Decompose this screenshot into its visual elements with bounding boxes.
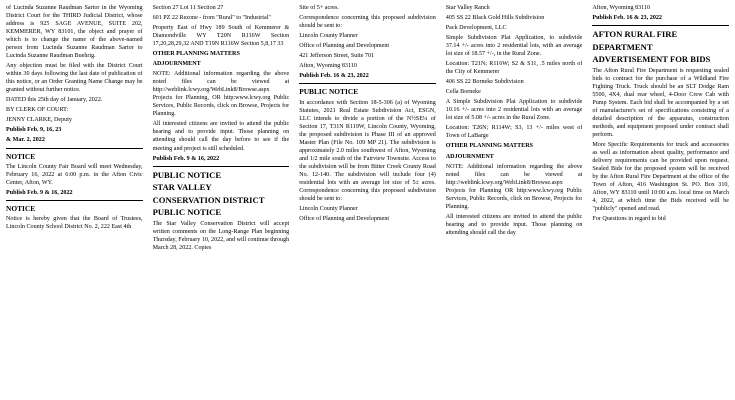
notice-paragraph: 406 SS 22 Borneke Subdivision bbox=[445, 79, 524, 86]
column-2 bbox=[153, 4, 290, 400]
notice-paragraph: For Questions in regard to bid bbox=[592, 216, 666, 223]
notice-paragraph: All interested citizens are invited to attend the public hearing and to provide input. Those planning on attending should call the day bbox=[445, 213, 583, 236]
notice-subheading: ADJOURNMENT bbox=[445, 153, 494, 160]
notice-heading-large: CONSERVATION DISTRICT bbox=[152, 194, 265, 205]
notice-paragraph: Property East of Hwy 189 South of Kemmerer & Diamondville WY T20N R116W Section 17,20,28,29,32 AND T19N R116W Section 5,8,17 33 bbox=[152, 25, 290, 48]
notice-paragraph: 601 PZ 22 Rezone - from "Rural" to "Industrial" bbox=[152, 15, 271, 22]
notice-subheading: ADJOURNMENT bbox=[152, 61, 201, 68]
notice-paragraph: Location: T26N; R114W; S3, 13 +/- miles west of Town of LaBarge bbox=[445, 125, 583, 140]
notice-paragraph: More Specific Requirements for truck and accessories as well as information about quality, performance and delivery requirements can be provided upon request. Sealed Bids for the proposed system will be received by the Afton Rural Fire Department at the office of the Town of Afton, 416 Washington St. PO. Box 310, Afton, WY 83110 until 10:00 a.m. local time on March 4, 2022, at which time the Bids received will be "publicly" opened and read. bbox=[592, 141, 729, 213]
notice-paragraph: Pack Development, LLC bbox=[445, 25, 507, 32]
notice-paragraph: 405 SS 22 Black Gold Hills Subdivision bbox=[445, 15, 545, 22]
notice-paragraph: NOTE: Additional information regarding the above noted files can be viewed at http://weblink.lcwy.org/WebLink8/Browse.aspx Projects for Planning, OR http:www.lcwy.org Public Services, Public Records, click on Browse, Projects for Planning. bbox=[152, 71, 290, 118]
notice-heading: PUBLIC NOTICE bbox=[299, 87, 359, 97]
notice-heading-large: AFTON RURAL FIRE bbox=[592, 29, 678, 40]
notice-heading: NOTICE bbox=[6, 203, 36, 213]
notice-heading-large: DEPARTMENT bbox=[592, 41, 653, 52]
column-1 bbox=[6, 4, 143, 400]
notice-paragraph: Site of 5+ acres. bbox=[299, 5, 339, 11]
notice-paragraph: Location: T21N; R116W; S2 & S11, .5 miles north of the City of Kemmerer bbox=[445, 61, 583, 76]
notice-paragraph: Notice is hereby given that the Board of Trustees, Lincoln County School District No. 2, 222 East 4th bbox=[6, 216, 143, 231]
publish-date: Publish Feb. 9, 16, 23 bbox=[6, 127, 62, 134]
publish-date: Publish Feb. 16 & 23, 2022 bbox=[299, 73, 369, 80]
notice-heading: NOTICE bbox=[6, 151, 36, 161]
notice-paragraph: All interested citizens are invited to attend the public hearing and to provide input. Those planning on attending should call the day before to see if the meeting and project is still scheduled. bbox=[152, 121, 290, 152]
notice-paragraph: Lincoln County Planner bbox=[299, 33, 358, 40]
notice-paragraph: JENNY CLARKE, Deputy bbox=[6, 117, 72, 124]
publish-date: Publish Feb. 16 & 23, 2022 bbox=[592, 15, 662, 22]
notice-paragraph: Star Valley Ranch bbox=[445, 5, 490, 11]
notice-heading-large: PUBLIC NOTICE bbox=[152, 207, 222, 218]
notice-paragraph: Afton, Wyoming 83110 bbox=[592, 5, 651, 11]
notice-paragraph: Afton, Wyoming 83110 bbox=[299, 63, 357, 70]
notice-paragraph: Simple Subdivision Plat Application, to subdivide 37.14 +/- acres into 2 residential lots, with an average lot size of 18.57 +/-, in the Rural Zone. bbox=[445, 35, 583, 58]
notice-heading-large: PUBLIC NOTICE bbox=[152, 169, 222, 180]
notice-paragraph: Any objection must be filed with the District Court within 30 days following the last date of publication of this notice, or an Order Granting Name Change may be granted without further notice. bbox=[6, 63, 143, 94]
notice-heading-large: ADVERTISEMENT FOR BIDS bbox=[592, 54, 711, 65]
notice-paragraph: Office of Planning and Development bbox=[299, 215, 390, 222]
notice-paragraph: BY CLERK OF COURT: bbox=[6, 107, 69, 114]
notice-paragraph: Cella Borneke bbox=[445, 89, 481, 96]
section-divider bbox=[153, 166, 290, 167]
notice-paragraph: In accordance with Section 18-5-306 (a) of Wyoming Statutes, 2021 Real Estate Subdivision Act, ESGN, LLC intends to divide a portion of the N½SE¼ of Section 17, T31N R119W, Lincoln County, Wyoming, the proposed subdivision is Phase III of an approved Master Plan (File No. 109 MP 21). The subdivision is approximately 2.0 miles southwest of Afton, Wyoming and 1/2 mile south of the Fairview Townsite. Access to the subdivision will be from Bitter Creek County Road No. 12-140. The subdivision will include four (4) residential lots with an average lot size of 5± acres. Correspondence concerning this proposed subdivision should be sent to: bbox=[299, 99, 436, 202]
notice-paragraph: Correspondence concerning this proposed subdivision should be sent to: bbox=[299, 15, 436, 30]
notice-paragraph: The Afton Rural Fire Department is requesting sealed bids to contract for the purchase of a Wildland Fire Fighting Truck. Truck should be an SLT Dodge Ram 5500, 4X4, dual rear wheel, 4-Door Crew Cab with Pump System. Each bid shall be accompanied by a set of manufacturer's set of specifications consisting of a detailed description of the apparatus, construction methods, and equipment proposed under contract shall perform. bbox=[592, 67, 729, 138]
notice-paragraph: 421 Jefferson Street, Suite 701 bbox=[299, 53, 375, 60]
publish-date: Publish Feb. 9 & 16, 2022 bbox=[152, 155, 220, 162]
column-4 bbox=[446, 4, 583, 400]
notice-heading-large: STAR VALLEY bbox=[152, 182, 212, 193]
section-divider bbox=[299, 83, 436, 84]
notice-paragraph: DATED this 25th day of January, 2022. bbox=[6, 97, 103, 104]
notice-paragraph: Section 27 Lot 11 Section 27 bbox=[152, 5, 224, 11]
notice-paragraph: A Simple Subdivision Plat Application to subdivide 10.16 +/- acres into 2 residential lots with an average lot size of 5.08 +/- acres in the Rural Zone. bbox=[445, 99, 583, 122]
publish-date: Publish Feb. 9 & 16, 2022 bbox=[6, 189, 73, 196]
notice-paragraph: NOTE: Additional information regarding the above noted files can be viewed at http://weblink.lcwy.org/WebLink8/Browse.aspx Projects for Planning OR http:www.lcwy.org Public Services, Public Records, click on Browse, Projects for Planning. bbox=[445, 163, 583, 210]
notice-subheading: OTHER PLANNING MATTERS bbox=[152, 51, 240, 58]
notice-paragraph: Lincoln County Planner bbox=[299, 205, 358, 212]
notice-paragraph: Office of Planning and Development bbox=[299, 43, 390, 50]
section-divider bbox=[6, 148, 143, 149]
section-divider bbox=[592, 25, 729, 26]
notice-paragraph: The Lincoln County Fair Board will meet Wednesday, February 16, 2022 at 6:00 p.m. in the Afton Civic Center, Afton, WY. bbox=[6, 163, 143, 186]
publish-date: & Mar. 2, 2022 bbox=[6, 137, 45, 144]
notice-paragraph: of Lucinda Suzanne Raudman Sartor in the Wyoming District Court for the THIRD Judicial District, whose address is 925 SAGE AVENUE, SUITE 202, KEMMERER, WY 83101, the object and prayer of which is to change the name of the above-named person from Lucinda Suzanne Raudman Sartor to Lucinda Suzanne Raudman Buehrig. bbox=[6, 5, 143, 60]
column-3 bbox=[299, 4, 436, 400]
column-5 bbox=[592, 4, 729, 400]
notice-subheading: OTHER PLANNING MATTERS bbox=[445, 143, 534, 150]
notice-paragraph: The Star Valley Conservation District will accept written comments on the Long-Range Plan beginning Thursday, February 10, 2022, and will continue through March 28, 2022. Copies bbox=[152, 220, 290, 251]
section-divider bbox=[6, 200, 143, 201]
